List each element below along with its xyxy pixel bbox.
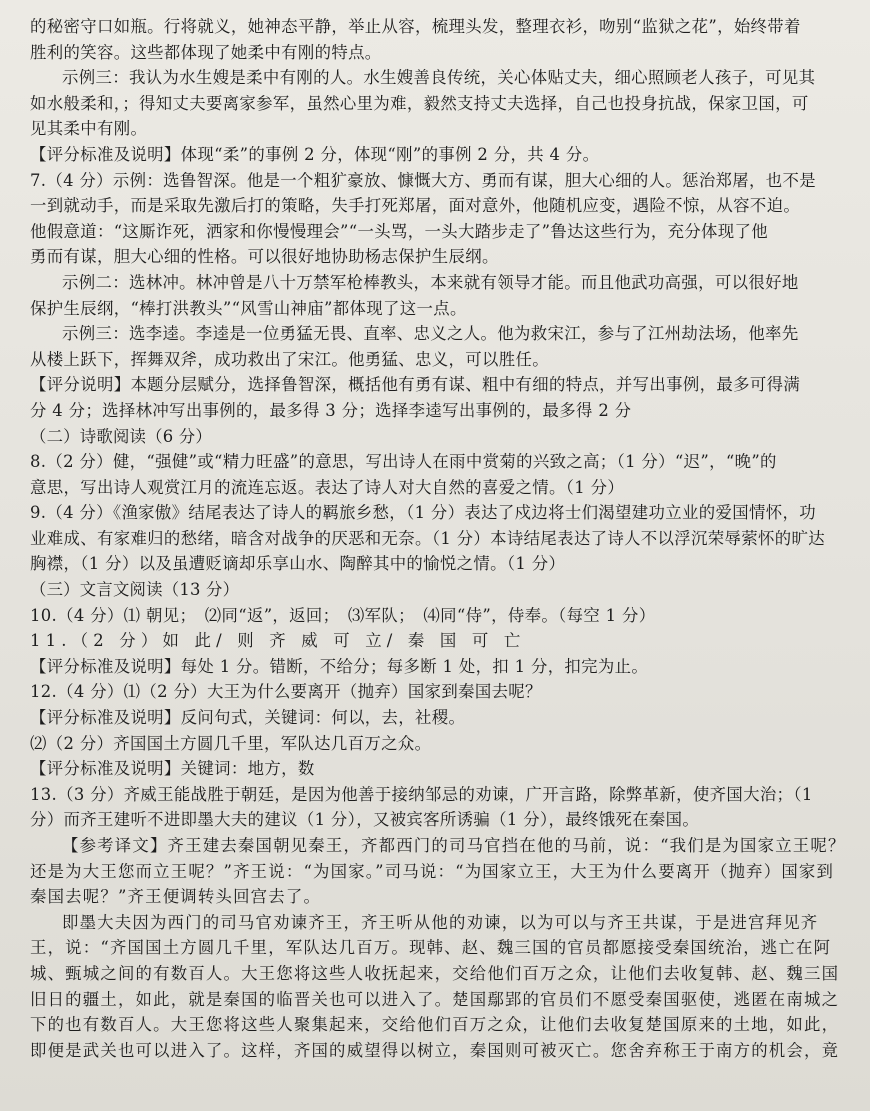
text-line: 【评分说明】本题分层赋分，选择鲁智深，概括他有勇有谋、粗中有细的特点，并写出事例，最多可得满 — [30, 375, 801, 395]
text-line: ⑵（2 分）齐国国土方圆几千里，军队达几百万之众。 — [30, 733, 432, 753]
text-line: 即便是武关也可以进入了。这样，齐国的威望得以树立，秦国则可被灭亡。您舍弃称王于南方的机会，竟 — [30, 1040, 840, 1060]
text-line: 示例三：选李逵。李逵是一位勇猛无畏、直率、忠义之人。他为救宋江，参与了江州劫法场，他率先 — [62, 324, 799, 344]
text-line: 8.（2 分）健，“强健”或“精力旺盛”的意思，写出诗人在雨中赏菊的兴致之高；（1 分）“迟”，“晚”的 — [30, 452, 777, 472]
text-line: 9.（4 分）《渔家傲》结尾表达了诗人的羁旅乡愁，（1 分）表达了戍边将士们渴望建功立业的爱国情怀，功 — [30, 503, 816, 523]
text-line: 【评分标准及说明】反问句式，关键词：何以，去，社稷。 — [30, 708, 466, 728]
document-body — [30, 14, 848, 1063]
text-line: 【参考译文】齐王建去秦国朝见秦王，齐都西门的司马官挡在他的马前，说：“我们是为国家立王呢？ — [62, 836, 846, 855]
text-line: 11.（2 分）如 此/ 则 齐 威 可 立/ 秦 国 可 亡 — [30, 631, 526, 651]
text-line: 分 4 分；选择林冲写出事例的，最多得 3 分；选择李逵写出事例的，最多得 2 分 — [30, 400, 632, 420]
text-line: 一到就动手，而是采取先激后打的策略，失手打死郑屠，面对意外，他随机应变，遇险不惊，从容不迫。 — [30, 196, 801, 216]
text-line: 12.（4 分）⑴（2 分）大王为什么要离开（抛弃）国家到秦国去呢？ — [30, 682, 542, 702]
text-line: 胜利的笑容。这些都体现了她柔中有刚的特点。 — [30, 42, 382, 62]
text-line: 【评分标准及说明】每处 1 分。错断，不给分；每多断 1 处，扣 1 分，扣完为止。 — [30, 656, 649, 676]
text-line: （三）文言文阅读（13 分） — [30, 580, 240, 600]
text-line: 他假意道：“这厮诈死，洒家和你慢慢理会”“一头骂，一头大踏步走了”鲁达这些行为，充分体现了他 — [30, 221, 769, 241]
text-line: 王，说：“齐国国土方圆几千里，军队达几百万。现韩、赵、魏三国的官员都愿接受秦国统治，逃亡在阿 — [30, 938, 832, 958]
text-line: 下的也有数百人。大王您将这些人聚集起来，交给他们百万之众，让他们去收复楚国原来的土地，如此， — [30, 1015, 840, 1035]
text-line: 还是为大王您而立王呢？”齐王说：“为国家。”司马说：“为国家立王，大王为什么要离开（抛弃）国家到 — [30, 861, 835, 881]
text-line: 【评分标准及说明】关键词：地方，数 — [30, 759, 315, 779]
text-line: 13.（3 分）齐威王能战胜于朝廷，是因为他善于接纳邹忌的劝谏，广开言路，除弊革新，使齐国大治；（1 — [30, 784, 813, 804]
text-line: 10.（4 分）⑴ 朝见； ⑵同“返”，返回； ⑶军队； ⑷同“侍”，侍奉。（每空 1 分） — [30, 605, 656, 625]
text-line: 意思，写出诗人观赏江月的流连忘返。表达了诗人对大自然的喜爱之情。（1 分） — [30, 477, 625, 497]
text-line: 保护生辰纲，“棒打洪教头”“风雪山神庙”都体现了这一点。 — [30, 298, 467, 318]
text-line: 示例二：选林冲。林冲曾是八十万禁军枪棒教头，本来就有领导才能。而且他武功高强，可以很好地 — [62, 272, 799, 292]
text-line: 7.（4 分）示例：选鲁智深。他是一个粗犷豪放、慷慨大方、勇而有谋，胆大心细的人。惩治郑屠，也不是 — [30, 170, 817, 190]
text-line: 勇而有谋，胆大心细的性格。可以很好地协助杨志保护生辰纲。 — [30, 247, 499, 267]
text-line: 【评分标准及说明】体现“柔”的事例 2 分，体现“刚”的事例 2 分，共 4 分。 — [30, 144, 600, 164]
text-line: 即墨大夫因为西门的司马官劝谏齐王，齐王听从他的劝谏，以为可以与齐王共谋，于是进宫拜见齐 — [62, 912, 819, 932]
text-line: 示例三：我认为水生嫂是柔中有刚的人。水生嫂善良传统，关心体贴丈夫，细心照顾老人孩子，可见其 — [62, 68, 816, 88]
text-line: 胸襟，（1 分）以及虽遭贬谪却乐享山水、陶醉其中的愉悦之情。（1 分） — [30, 554, 566, 574]
text-line: 秦国去呢？”齐王便调转头回宫去了。 — [30, 887, 322, 907]
text-line: 见其柔中有刚。 — [30, 119, 148, 139]
text-line: 如水般柔和，；得知丈夫要离家参军，虽然心里为难，毅然支持丈夫选择，自己也投身抗战，保家卫国，可 — [30, 93, 809, 113]
text-line: （二）诗歌阅读（6 分） — [30, 426, 212, 446]
text-line: 分）而齐王建听不进即墨大夫的建议（1 分），又被宾客所诱骗（1 分），最终饿死在秦国。 — [30, 810, 700, 830]
text-line: 旧日的疆土，如此，就是秦国的临晋关也可以进入了。楚国鄢郢的官员们不愿受秦国驱使，逃匿在南城之 — [30, 989, 840, 1009]
text-line: 的秘密守口如瓶。行将就义，她神态平静，举止从容，梳理头发，整理衣衫，吻别“监狱之花”，始终带着 — [30, 17, 801, 36]
text-line: 城、甄城之间的有数百人。大王您将这些人收抚起来，交给他们百万之众，让他们去收复韩、赵、魏三国 — [30, 963, 840, 983]
text-line: 业难成、有家难归的愁绪，暗含对战争的厌恶和无奈。（1 分）本诗结尾表达了诗人不以浮沉荣辱萦怀的旷达 — [30, 528, 825, 548]
text-line: 从楼上跃下，挥舞双斧，成功救出了宋江。他勇猛、忠义，可以胜任。 — [30, 349, 549, 369]
